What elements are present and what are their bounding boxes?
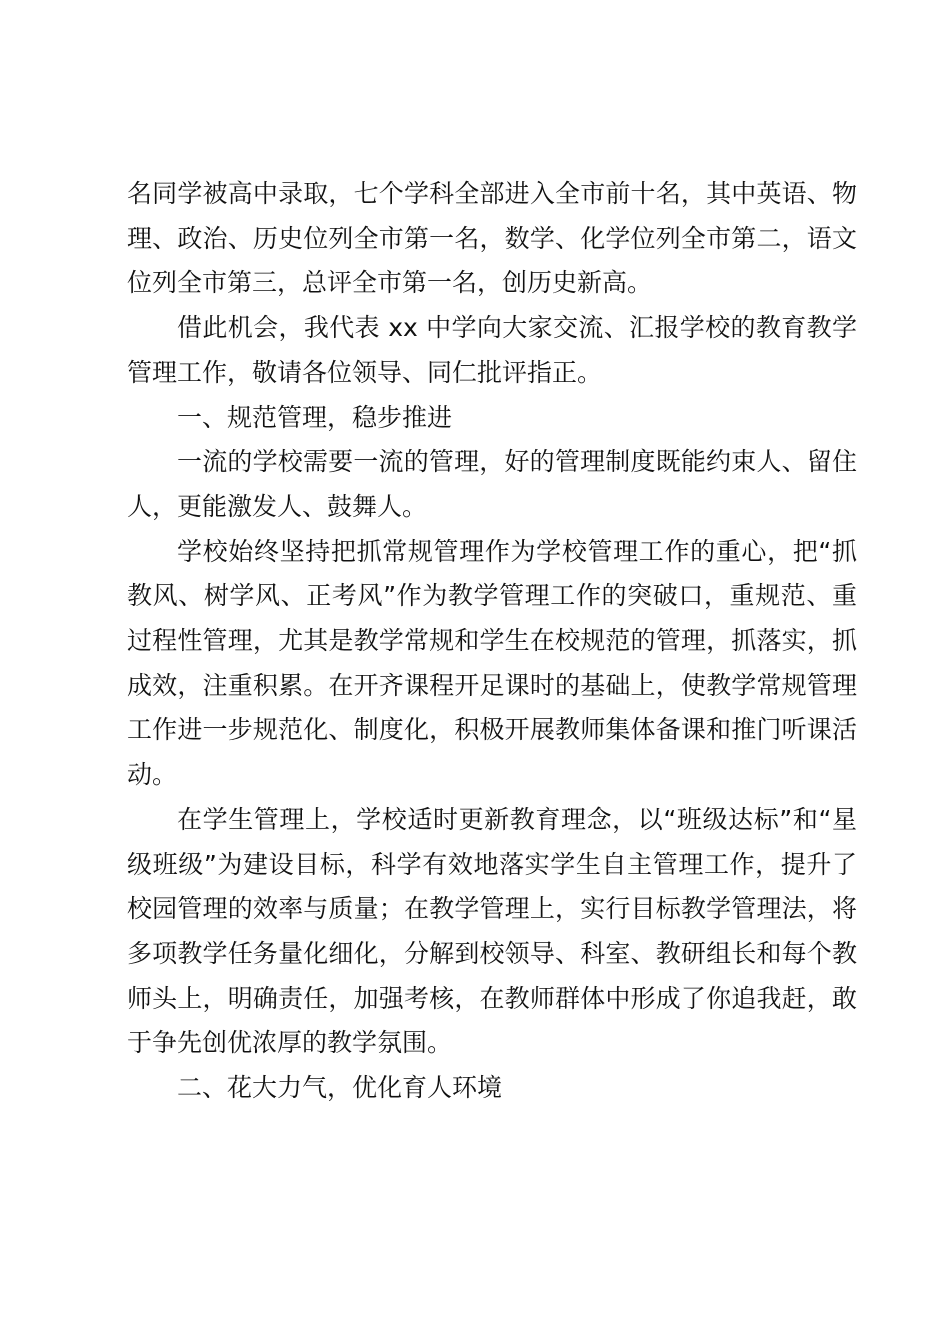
section-heading: 二、花大力气，优化育人环境	[177, 1073, 503, 1103]
body-paragraph: 学校始终坚持把抓常规管理作为学校管理工作的重心，把“抓教风、树学风、正考风”作为教学管理工作的突破口，重规范、重过程性管理，尤其是教学常规和学生在校规范的管理，抓落实，抓成效，注重积累。在开齐课程开足课时的基础上，使教学常规管理工作进一步规范化、制度化，积极开展教师集体备课和推门听课活动。	[127, 536, 857, 790]
section-heading: 一、规范管理，稳步推进	[177, 402, 453, 432]
document-page	[127, 172, 857, 1111]
body-paragraph: 名同学被高中录取，七个学科全部进入全市前十名，其中英语、物理、政治、历史位列全市第一名，数学、化学位列全市第二，语文位列全市第三，总评全市第一名，创历史新高。	[127, 179, 857, 298]
body-paragraph: 一流的学校需要一流的管理，好的管理制度既能约束人、留住人，更能激发人、鼓舞人。	[127, 447, 857, 521]
body-paragraph: 借此机会，我代表 xx 中学向大家交流、汇报学校的教育教学管理工作，敬请各位领导、同仁批评指正。	[127, 313, 857, 387]
body-paragraph: 在学生管理上，学校适时更新教育理念，以“班级达标”和“星级班级”为建设目标，科学有效地落实学生自主管理工作，提升了校园管理的效率与质量；在教学管理上，实行目标教学管理法，将多项教学任务量化细化，分解到校领导、科室、教研组长和每个教师头上，明确责任，加强考核，在教师群体中形成了你追我赶，敢于争先创优浓厚的教学氛围。	[127, 804, 857, 1058]
